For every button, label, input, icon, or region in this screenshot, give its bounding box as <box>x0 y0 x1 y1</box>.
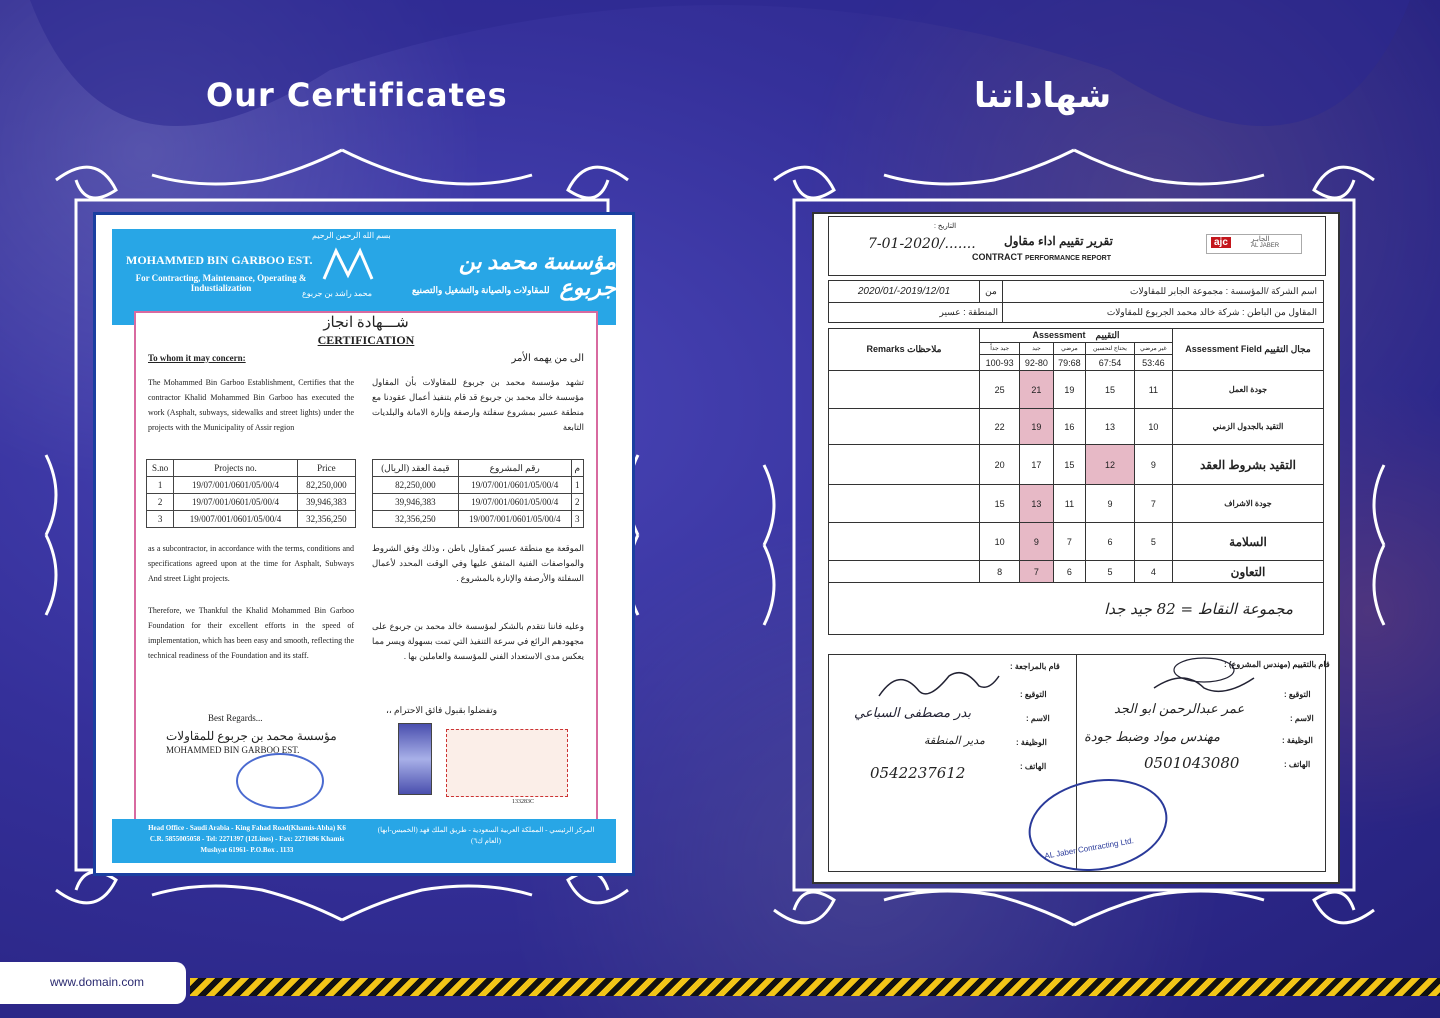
evaluator-name-label: الاسم : <box>1290 714 1314 723</box>
table-cell: 82,250,000 <box>297 477 355 494</box>
evaluator-phone-label: الهاتف : <box>1284 760 1311 769</box>
evaluator-name: عمر عبدالرحمن ابو الجد <box>1114 702 1245 717</box>
score-cell: 11 <box>1134 371 1172 409</box>
table-cell: 32,356,250 <box>297 511 355 528</box>
aljaber-stamp: AL Jaber Contracting Ltd. <box>1021 769 1175 882</box>
heading-english: Our Certificates <box>206 76 508 114</box>
score-cell: 9 <box>1020 523 1053 561</box>
remarks-cell <box>829 409 980 445</box>
certificate-left-footer <box>112 819 616 863</box>
field-cell: التقيد بشروط العقد <box>1173 445 1324 485</box>
table-row <box>147 477 356 494</box>
table-row <box>147 494 356 511</box>
report-title-ar: تقرير تقييم اداء مقاول <box>1004 234 1113 248</box>
table-cell: 39,946,383 <box>373 494 459 511</box>
reviewer-job: مدير المنطقة <box>924 734 985 747</box>
score-cell: 22 <box>980 409 1020 445</box>
date-value: 7-01-2020/....... <box>868 236 976 252</box>
evaluator-job: مهندس مواد وضبط جودة <box>1084 730 1220 745</box>
certificate-right <box>812 212 1340 884</box>
remarks-cell <box>829 523 980 561</box>
score-cell: 7 <box>1134 485 1172 523</box>
assessment-row <box>829 485 1324 523</box>
remarks-cell <box>829 371 980 409</box>
evaluator-phone: 0501043080 <box>1144 754 1240 772</box>
grade-range: 67:54 <box>1086 355 1135 371</box>
evaluator-signature <box>1144 654 1264 698</box>
certificate-left <box>93 212 635 876</box>
score-cell: 20 <box>980 445 1020 485</box>
field-cell: التقيد بالجدول الزمني <box>1173 409 1324 445</box>
score-cell: 11 <box>1053 485 1086 523</box>
company-seal <box>236 753 324 809</box>
table-cell: 19/07/001/0601/05/00/4 <box>458 477 571 494</box>
certificate-left-body <box>134 311 598 823</box>
table-cell: 3 <box>147 511 174 528</box>
region-label: المنطقة : عسير <box>829 303 1003 323</box>
aljaber-logo: ajc الجابـر AL JABER <box>1206 234 1302 254</box>
grade-label: مرضي <box>1053 343 1086 355</box>
grade-range: 79:68 <box>1053 355 1086 371</box>
score-cell: 5 <box>1134 523 1172 561</box>
table-cell: 1 <box>571 477 583 494</box>
hazard-stripe <box>190 978 1440 996</box>
table-header: Price <box>297 460 355 477</box>
table-cell: 3 <box>571 511 583 528</box>
subcontractor-label: المقاول من الباطن : شركة خالد محمد الجربوع للمقاولات <box>1003 303 1324 323</box>
grade-range: 53:46 <box>1134 355 1172 371</box>
paragraph2-ar: الموقعة مع منطقة عسير كمقاول باطن ، وذلك وفق الشروط والمواصفات الفنية المتفق عليها وفي الوقت المحدد لأعمال السفلتة والأرصفة والإنارة بالمشروع . <box>372 543 584 583</box>
period-from: من <box>980 281 1003 303</box>
table-cell: 19/007/001/0601/05/00/4 <box>458 511 571 528</box>
date-label: التاريخ : <box>934 223 957 230</box>
table-cell: 2 <box>147 494 174 511</box>
reviewer-phone: 0542237612 <box>870 764 966 782</box>
evaluator-title: قام بالتقييم (مهندس المشروع) : <box>1224 660 1330 669</box>
score-cell: 15 <box>980 485 1020 523</box>
table-row <box>373 477 584 494</box>
table-cell: 32,356,250 <box>373 511 459 528</box>
footer-address-ar: المركز الرئيسي - المملكة العربية السعودية - طريق الملك فهد (الخميس-ابها) (العام ك٦) <box>377 826 595 845</box>
table-cell: 19/07/001/0601/05/00/4 <box>174 477 298 494</box>
grade-label: جيد جداً <box>980 343 1020 355</box>
paragraph-ar: تشهد مؤسسة محمد بن جربوع للمقاولات بأن المقاول مؤسسة خالد محمد بن جربوع قد قام بتنفيذ أعمال عقودنا مع منطقة عسير بمشروع سفلتة وارصفة وإنارة الامانة والبلديات التابعة <box>372 377 584 432</box>
score-cell: 10 <box>1134 409 1172 445</box>
remarks-cell <box>829 561 980 583</box>
heading-arabic: شهاداتنا <box>974 76 1112 116</box>
field-cell: جودة الاشراف <box>1173 485 1324 523</box>
score-cell: 12 <box>1086 445 1135 485</box>
score-cell: 6 <box>1053 561 1086 583</box>
score-cell: 17 <box>1020 445 1053 485</box>
grade-range: 100-93 <box>980 355 1020 371</box>
period-value: 2020/01/-2019/12/01 <box>829 281 980 303</box>
assessment-row <box>829 445 1324 485</box>
score-cell: 13 <box>1086 409 1135 445</box>
table-header: Projects no. <box>174 460 298 477</box>
reviewer-name: بدر مصطفى السباعي <box>854 706 971 721</box>
field-cell: جودة العمل <box>1173 371 1324 409</box>
company-sub-en: For Contracting, Maintenance, Operating & Industialization <box>135 273 307 293</box>
company-sub-ar: للمقاولات والصيانة والتشغيل والتصنيع <box>412 285 550 295</box>
assessment-row <box>829 523 1324 561</box>
chamber-stamp <box>446 729 568 797</box>
table-cell: 1 <box>147 477 174 494</box>
to-whom-ar: الى من يهمه الأمر <box>511 353 584 364</box>
assessment-row <box>829 409 1324 445</box>
score-cell: 9 <box>1134 445 1172 485</box>
score-cell: 5 <box>1086 561 1135 583</box>
field-cell: السلامة <box>1173 523 1324 561</box>
score-cell: 15 <box>1053 445 1086 485</box>
table-header: رقم المشروع <box>458 460 571 477</box>
evaluator-signature-label: التوقيع : <box>1284 690 1311 699</box>
table-cell: 39,946,383 <box>297 494 355 511</box>
grade-label: غير مرضي <box>1134 343 1172 355</box>
reviewer-name-label: الاسم : <box>1026 714 1050 723</box>
paragraph3-ar: وعليه فاننا نتقدم بالشكر لمؤسسة خالد محمد بن جربوع على مجهودهم الرائع في سرعة التنفيذ التي تمت بسهولة ويسر مما يعكس مدى الاستعداد الفني للمؤسسة والعاملين بها . <box>372 621 584 661</box>
score-cell: 4 <box>1134 561 1172 583</box>
report-title-en: CONTRACT PERFORMANCE REPORT <box>972 252 1111 262</box>
closing-ar: وتفضلوا بقبول فائق الاحترام ،، <box>386 705 498 715</box>
best-regards: Best Regards... <box>208 713 263 723</box>
score-cell: 15 <box>1086 371 1135 409</box>
reviewer-title: قام بالمراجعة : <box>1010 662 1060 671</box>
remarks-cell <box>829 485 980 523</box>
paragraph3-en: Therefore, we Thankful the Khalid Mohammed Bin Garboo Foundation for their excellent efforts in the speed of implementation, which has been easy and smooth, reflecting the technical readiness of the Foundation and its staff. <box>148 606 354 660</box>
certificate-title-ar: شـــهادة انجاز <box>323 315 409 331</box>
grade-label: جيد <box>1020 343 1053 355</box>
table-header: قيمة العقد (الريال) <box>373 460 459 477</box>
assessment-row <box>829 371 1324 409</box>
to-whom-en: To whom it may concern: <box>148 353 246 363</box>
table-row <box>147 511 356 528</box>
score-cell: 10 <box>980 523 1020 561</box>
reviewer-phone-label: الهاتف : <box>1020 762 1047 771</box>
table-row <box>373 494 584 511</box>
paragraph-en: The Mohammed Bin Garboo Establishment, Certifies that the contractor Khalid Mohammed Bin Garboo has executed the work (Asphalt, subways, sidewalks and street lights) under the projects with the Municipality of Assir region <box>148 378 354 432</box>
grade-label: يحتاج لتحسين <box>1086 343 1135 355</box>
score-cell: 19 <box>1020 409 1053 445</box>
projects-table-en <box>146 459 356 528</box>
table-header: م <box>571 460 583 477</box>
table-cell: 19/007/001/0601/05/00/4 <box>174 511 298 528</box>
company-name-ar: مؤسسة محمد بن جربوع <box>458 249 616 300</box>
company-name-en: MOHAMMED BIN GARBOO EST. <box>126 253 313 267</box>
security-hologram <box>398 723 432 795</box>
assessment-row <box>829 561 1324 583</box>
field-header: Assessment Field مجال التقييم <box>1173 329 1324 371</box>
score-cell: 13 <box>1020 485 1053 523</box>
table-cell: 2 <box>571 494 583 511</box>
score-cell: 6 <box>1086 523 1135 561</box>
grade-range: 92-80 <box>1020 355 1053 371</box>
projects-table-ar <box>372 459 584 528</box>
certificate-title-en: CERTIFICATION <box>317 333 415 347</box>
owner-name-ar: محمد راشد بن جربوع <box>302 289 373 298</box>
score-cell: 8 <box>980 561 1020 583</box>
paragraph2-en: as a subcontractor, in accordance with the terms, conditions and specifications agreed upon at the time for Asphalt, Subways And street Light projects. <box>148 544 354 583</box>
company-logo <box>320 245 376 285</box>
score-cell: 19 <box>1053 371 1086 409</box>
assessment-table <box>828 328 1324 635</box>
basmala: بسم الله الرحمن الرحيم <box>312 231 391 240</box>
info-table <box>828 280 1324 323</box>
signatory-ar: مؤسسة محمد بن جربوع للمقاولات <box>166 729 337 743</box>
score-cell: 7 <box>1020 561 1053 583</box>
total-score: مجموعة النقاط = 82 جيد جدا <box>829 583 1324 635</box>
remarks-header: Remarks ملاحظات <box>829 329 980 371</box>
score-cell: 16 <box>1053 409 1086 445</box>
score-cell: 21 <box>1020 371 1053 409</box>
domain-link[interactable]: www.domain.com <box>50 975 145 989</box>
company-label: اسم الشركة /المؤسسة : مجموعة الجابر للمقاولات <box>1003 281 1324 303</box>
table-header: S.no <box>147 460 174 477</box>
table-cell: 19/07/001/0601/05/00/4 <box>458 494 571 511</box>
reviewer-job-label: الوظيفة : <box>1016 738 1047 747</box>
table-row <box>373 511 584 528</box>
stamp-number: 133283C <box>512 799 535 805</box>
remarks-cell <box>829 445 980 485</box>
reviewer-signature-label: التوقيع : <box>1020 690 1047 699</box>
score-cell: 9 <box>1086 485 1135 523</box>
table-cell: 19/07/001/0601/05/00/4 <box>174 494 298 511</box>
evaluator-job-label: الوظيفة : <box>1282 736 1313 745</box>
table-cell: 82,250,000 <box>373 477 459 494</box>
score-cell: 7 <box>1053 523 1086 561</box>
footer-address-en: Head Office - Saudi Arabia - King Fahad Road(Khamis-Abha) K6 C.R. 5855005058 - Tel: 2271397 (12Lines) - Fax: 2271696 Khamis Mushyat 61961- P.O.Box . 1133 <box>148 824 346 854</box>
assessment-header: Assessment التقييم <box>980 329 1173 343</box>
signatory-en: MOHAMMED BIN GARBOO EST. <box>166 745 300 755</box>
field-cell: التعاون <box>1173 561 1324 583</box>
reviewer-signature <box>874 666 1004 706</box>
score-cell: 25 <box>980 371 1020 409</box>
